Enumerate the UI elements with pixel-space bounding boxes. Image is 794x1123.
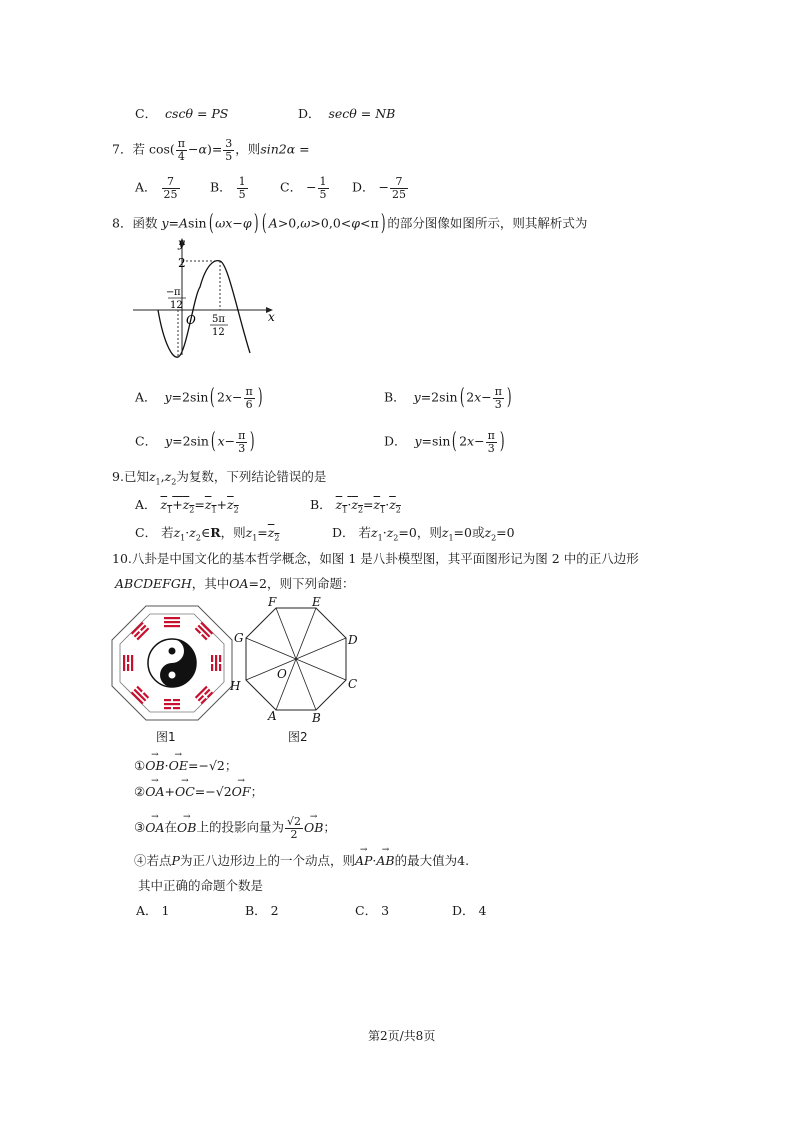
fig2-caption: 图2: [288, 730, 308, 744]
page-footer: 第2页/共8页: [368, 1029, 436, 1043]
vertex-b: B: [312, 711, 321, 725]
q6-option-d-expr: secθ = NB: [328, 106, 396, 121]
q8-peak-label: 2: [178, 256, 186, 270]
q10-question: 其中正确的命题个数是: [138, 878, 264, 893]
q10-statement-2: ②→ OA+→ OC=−√2→ OF；: [134, 786, 263, 799]
q8-option-a: A． y=2sin( 2x− $\frac{\pi}{6}$ ): [135, 385, 263, 411]
q10-stem-line2: ABCDEFGH，其中OA=2，则下列命题：: [115, 576, 355, 591]
q7-option-a: A． $\frac{7}{25}$: [135, 175, 178, 201]
q10-option-b: B． 2: [245, 903, 279, 918]
q8-neg-tick-den: 12: [170, 300, 183, 311]
vertex-h: H: [230, 679, 241, 693]
fig1-caption: 图1: [156, 730, 176, 744]
q10-statement-4: ④若点P为正八边形边上的一个动点，则→ AP·→ AB的最大值为4.: [134, 855, 469, 868]
svg-text:−: −: [166, 287, 175, 298]
q10-option-d: D． 4: [452, 903, 487, 918]
vertex-e: E: [312, 596, 321, 609]
q10-statement-1: ①→ OB·→ OE=−√2；: [134, 760, 237, 773]
q7-option-c: C． − $\frac{1}{5}$: [280, 175, 327, 201]
q10-statement-3: ③→ OA在→ OB上的投影向量为 $\frac{√2}{2}$ → OB；: [134, 816, 336, 840]
vertex-g: G: [234, 631, 244, 645]
q8-origin-label: O: [186, 313, 196, 327]
q6-option-c-expr: cscθ = PS: [165, 106, 229, 121]
q10-option-c: C． 3: [355, 903, 390, 918]
center-o: O: [277, 667, 287, 681]
q9-option-b: B． $z_1\cdot z_2=z_1\cdot z_2$: [310, 497, 401, 515]
q9-option-c: C． 若$z_1\cdot z_2\in R$，则$z_1=z_2$: [135, 525, 280, 543]
q7-option-d: D． − $\frac{7}{25}$: [352, 175, 406, 201]
vertex-a: A: [268, 709, 277, 723]
q8-option-c: C． y=2sin( x− $\frac{\pi}{3}$ ): [135, 429, 256, 455]
q7-stem: 7．若 cos( $\frac{\pi}{4}$ −α)= $\frac{3}{5}$ ，则sin2α =: [112, 137, 310, 163]
q8-option-b: B． y=2sin( 2x− $\frac{\pi}{3}$ ): [384, 385, 512, 411]
q9-option-a: A． $z_1+z_2=z_1+z_2$: [135, 497, 239, 515]
q8-neg-tick-num: π: [174, 287, 181, 298]
q6-option-c: C． cscθ = PS: [135, 106, 229, 121]
q9-option-d: D． 若$z_1\cdot z_2=0$，则$z_1=0$或$z_2=0$: [332, 525, 515, 543]
vertex-c: C: [348, 677, 358, 691]
q8-pos-tick-den: 12: [212, 327, 225, 338]
q8-y-axis-label: y: [178, 236, 185, 250]
q10-option-a: A． 1: [136, 903, 170, 918]
q10-stem-line1: 10.八卦是中国文化的基本哲学概念，如图 1 是八卦模型图，其平面图形记为图 2 中的正八边形: [112, 551, 639, 566]
q8-option-d: D． y=sin( 2x− $\frac{\pi}{3}$ ): [384, 429, 505, 455]
vertex-d: D: [348, 633, 358, 647]
vertex-f: F: [268, 596, 277, 609]
q8-x-axis-label: x: [268, 310, 275, 324]
q9-stem: 9.已知$z_1,z_2$为复数，下列结论错误的是: [112, 469, 327, 487]
octagon-figure: [228, 596, 364, 726]
q8-stem: 8．函数 y=Asin( ωx−φ) ( A>0,ω>0,0<φ<π) 的部分图像如图所示，则其解析式为: [112, 211, 588, 236]
q8-sine-graph: [128, 235, 278, 360]
bagua-figure: [110, 604, 234, 722]
q6-option-d: D． secθ = NB: [298, 106, 396, 121]
q7-option-b: B． $\frac{1}{5}$: [210, 175, 246, 201]
q8-pos-tick-num: 5π: [212, 314, 225, 325]
